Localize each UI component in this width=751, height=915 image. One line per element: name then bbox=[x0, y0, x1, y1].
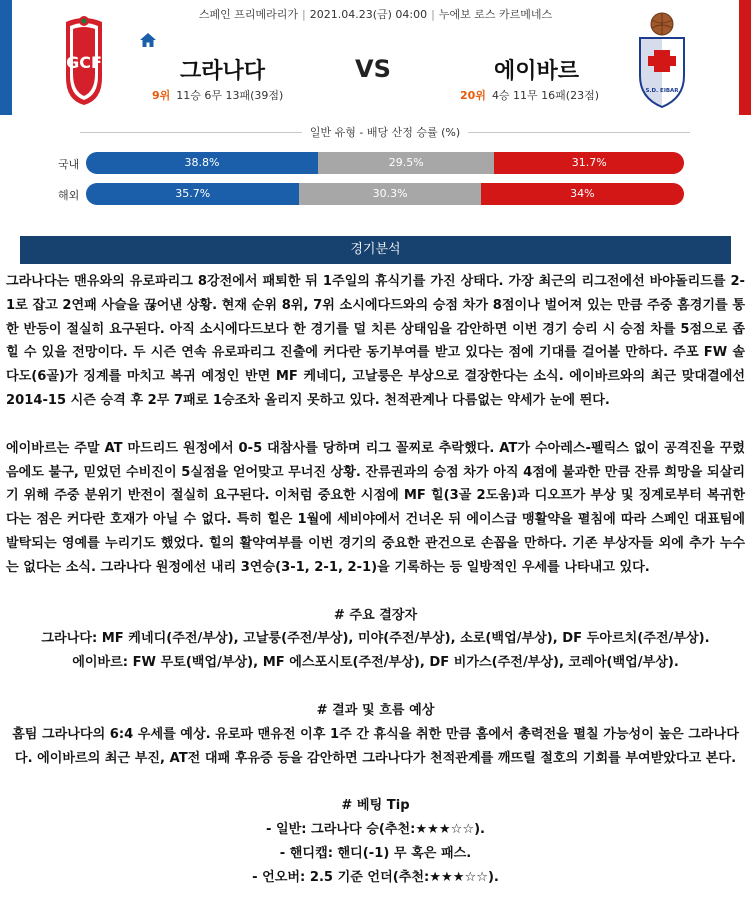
odds-row-overseas bbox=[0, 183, 751, 205]
away-team-record bbox=[460, 87, 599, 103]
away-team-name: 에이바르 bbox=[494, 59, 580, 84]
home-analysis-paragraph: 그라나다는 맨유와의 유로파리그 8강전에서 패퇴한 뒤 1주일의 휴식기를 가진 상태다. 가장 최근의 리그전에선 바야돌리드를 2-1로 잡고 2연패 사슬을 끊어낸 상황. 현재 순위 8위, 7위 소시에다드와의 승점 차가 8점이나 벌어져 있는 만큼 주중 홈경기를 통한 반등이 절실히 요구된다. 아직 소시에다드보다 한 경기를 덜 치른 상태임을 감안하면 이번 경기 승리 시 승점 차를 5점으로 좁힐 수 있을 전망이다. 두 시즌 연속 유로파리그 진출에 커다란 동기부여를 받고 있다는 점에 기대를 걸어볼 만하다. 주포 FW 솔다도(6골)가 징계를 마치고 복귀 예정인 반면 MF 케네디, 고날룽은 부상으로 결장한다는 소식. 에이바르와의 최근 맞대결에선 2014-15 시즌 승격 후 2무 7패로 1승조차 올리지 못하고 있다. 천적관계나 다름없는 약세가 눈에 띈다. bbox=[6, 274, 745, 408]
odds-row-label: 해외 bbox=[58, 189, 80, 202]
analysis-content bbox=[6, 270, 745, 890]
home-team-name: 그라나다 bbox=[180, 59, 266, 84]
home-team-record-text: 11승 6무 13패(39점) bbox=[176, 89, 284, 102]
match-venue: 누에보 로스 카르메네스 bbox=[438, 8, 553, 21]
match-info: 스페인 프리메라리가 | 2021.04.23(금) 04:00 | 누에보 로스 카르메네스 bbox=[198, 8, 553, 21]
prediction-title: # 결과 및 흐름 예상 bbox=[316, 702, 435, 718]
league-name: 스페인 프리메라리가 bbox=[198, 8, 299, 21]
absentees-title: # 주요 결장자 bbox=[333, 607, 418, 623]
odds-row-label: 국내 bbox=[58, 158, 80, 171]
home-team-record bbox=[152, 87, 283, 103]
odds-win-segment: 35.7% bbox=[86, 183, 299, 205]
vs-label: VS bbox=[355, 55, 391, 83]
eibar-crest-lettering: S.D. EIBAR bbox=[645, 88, 679, 94]
odds-lose-segment: 31.7% bbox=[494, 152, 684, 174]
granada-crest-lettering: GCF bbox=[66, 53, 102, 72]
betting-tip-title: # 베팅 Tip bbox=[341, 798, 410, 814]
eibar-crest-icon bbox=[636, 12, 688, 110]
home-absentees: 그라나다: MF 케네디(주전/부상), 고날룽(주전/부상), 미야(주전/부상), 소로(백업/부상), DF 두아르치(주전/부상). bbox=[41, 631, 710, 647]
granada-crest-icon bbox=[62, 12, 106, 107]
odds-row-domestic bbox=[0, 152, 751, 174]
analysis-section-title: 경기분석 bbox=[20, 236, 731, 264]
odds-bar bbox=[86, 183, 684, 205]
prediction-text: 홈팀 그라나다의 6:4 우세를 예상. 유로파 맨유전 이후 1주 간 휴식을 취한 만큼 홈에서 총력전을 펼칠 가능성이 높은 그라나다다. 에이바르의 최근 부진, AT전 대패 후유증 등을 감안하면 그라나다가 천적관계를 깨뜨릴 절호의 기회를 부여받았다고 본다. bbox=[12, 726, 739, 766]
odds-draw-segment: 30.3% bbox=[299, 183, 480, 205]
odds-lose-segment: 34% bbox=[481, 183, 684, 205]
odds-win-segment: 38.8% bbox=[86, 152, 318, 174]
odds-title-area bbox=[80, 124, 690, 140]
odds-bar bbox=[86, 152, 684, 174]
betting-tip-general: - 일반: 그라나다 승(추천:★★★☆☆). bbox=[265, 822, 486, 838]
match-datetime: 2021.04.23(금) 04:00 bbox=[309, 8, 428, 21]
away-absentees: 에이바르: FW 무토(백업/부상), MF 에스포시토(주전/부상), DF 비가스(주전/부상), 코레아(백업/부상). bbox=[72, 655, 679, 671]
away-team-record-text: 4승 11무 16패(23점) bbox=[491, 89, 600, 102]
odds-draw-segment: 29.5% bbox=[318, 152, 494, 174]
betting-tip-overunder: - 언오버: 2.5 기준 언더(추천:★★★☆☆). bbox=[252, 869, 499, 885]
odds-title: 일반 유형 - 배당 산정 승률 (%) bbox=[302, 126, 468, 139]
betting-tip-handicap: - 핸디캡: 핸디(-1) 무 혹은 패스. bbox=[279, 845, 472, 861]
away-team-rank: 20위 bbox=[460, 89, 486, 102]
away-analysis-paragraph: 에이바르는 주말 AT 마드리드 원정에서 0-5 대참사를 당하며 리그 꼴찌로 추락했다. AT가 수아레스-펠릭스 없이 공격진을 꾸렸음에도 불구, 믿었던 수비진이 5실점을 얻어맞고 무너진 상황. 잔류권과의 승점 차가 아직 4점에 불과한 만큼 잔류 희망을 되살리기 위해 주중 분위기 반전이 절실히 요구된다. 이처럼 중요한 시점에 MF 힐(3골 2도움)과 디오프가 부상 및 징계로부터 복귀한다는 점은 커다란 호재가 아닐 수 없다. 특히 힐은 1월에 세비야에서 건너온 뒤 에이스급 맹활약을 펼침에 따라 스페인 대표팀에 발탁되는 영예를 누리기도 했었다. 힐의 활약여부를 이번 경기의 중요한 관건으로 손꼽을 만하다. 기존 부상자들 외에 추가 누수는 없다는 소식. 그라나다 원정에선 내리 3연승(3-1, 2-1, 2-1)을 기록하는 등 일방적인 우세를 나타내고 있다. bbox=[6, 440, 745, 575]
home-icon bbox=[140, 33, 156, 47]
home-team-rank: 9위 bbox=[152, 89, 171, 102]
